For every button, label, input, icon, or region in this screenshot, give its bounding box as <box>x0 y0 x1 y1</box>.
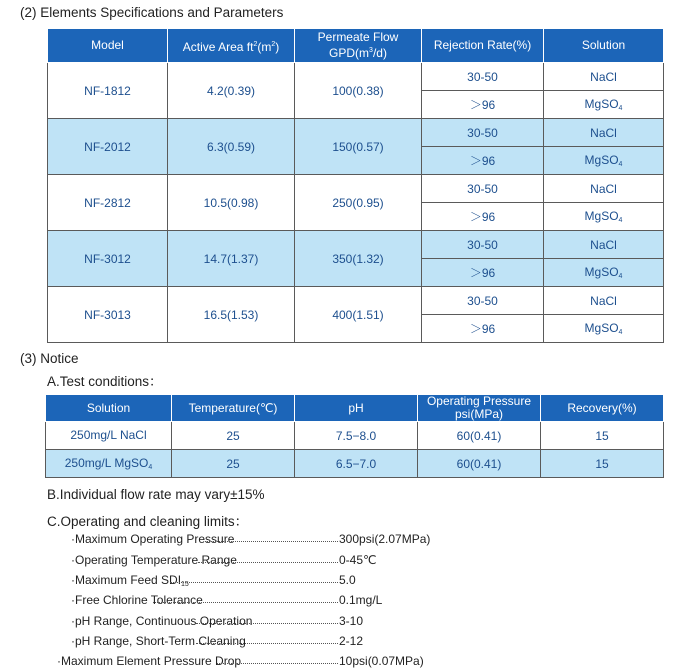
spec-row <box>48 175 664 203</box>
active-area-cell: 6.3(0.59) <box>168 119 295 175</box>
limit-label: ·pH Range, Short-Term Cleaning <box>71 634 246 648</box>
permeate-flow-cell: 100(0.38) <box>295 63 422 119</box>
spec-row <box>48 287 664 315</box>
limit-value: 2-12 <box>339 634 364 648</box>
spec-row <box>48 63 664 91</box>
test-temperature-cell: 25 <box>172 450 295 478</box>
rejection-rate-cell: ＞96 <box>422 315 544 343</box>
rejection-rate-cell: ＞96 <box>422 203 544 231</box>
test-ph-cell: 7.5−8.0 <box>295 422 418 450</box>
test-header-solution: Solution <box>46 395 172 422</box>
header-permeate-flow: Permeate Flow $GPD(m^3/d)$ <box>295 29 422 63</box>
test-solution-cell: 250mg/L MgSO$_4$ <box>46 450 172 478</box>
limit-label: ·Operating Temperature Range <box>71 553 237 567</box>
solution-cell: NaCl <box>544 63 664 91</box>
test-solution-cell: 250mg/L NaCl <box>46 422 172 450</box>
limit-row <box>57 654 479 670</box>
permeate-flow-cell: 350(1.32) <box>295 231 422 287</box>
rejection-rate-cell: ＞96 <box>422 147 544 175</box>
model-cell: NF-3013 <box>48 287 168 343</box>
limit-label: ·Maximum Element Pressure Drop <box>57 654 242 668</box>
limit-leader-dots <box>217 663 338 664</box>
test-pressure-cell: 60(0.41) <box>418 450 541 478</box>
header-solution: Solution <box>544 29 664 63</box>
permeate-flow-cell: 250(0.95) <box>295 175 422 231</box>
test-header-ph: pH <box>295 395 418 422</box>
active-area-cell: 4.2(0.39) <box>168 63 295 119</box>
spec-header-row <box>48 29 664 63</box>
limit-label: ·Maximum Operating Pressure <box>71 532 235 546</box>
limit-leader-dots <box>153 602 338 603</box>
solution-cell: MgSO$_4$ <box>544 91 664 119</box>
limit-row <box>71 593 479 609</box>
permeate-flow-cell: 400(1.51) <box>295 287 422 343</box>
test-recovery-cell: 15 <box>541 450 664 478</box>
limit-value: 300psi(2.07MPa) <box>339 532 431 546</box>
limit-value: 0-45℃ <box>339 553 377 567</box>
test-conditions-title: A.Test conditions： <box>47 374 163 389</box>
permeate-flow-cell: 150(0.57) <box>295 119 422 175</box>
test-row <box>46 422 664 450</box>
test-header-pressure: Operating Pressure psi(MPa) <box>418 395 541 422</box>
header-active-area: Active Area $ft^2(m^2)$ <box>168 29 295 63</box>
limit-value: 3-10 <box>339 614 364 628</box>
active-area-cell: 10.5(0.98) <box>168 175 295 231</box>
limit-leader-dots <box>196 623 338 624</box>
limit-row <box>71 614 479 630</box>
specifications-table <box>47 28 664 343</box>
solution-cell: NaCl <box>544 287 664 315</box>
active-area-cell: 14.7(1.37) <box>168 231 295 287</box>
test-recovery-cell: 15 <box>541 422 664 450</box>
test-header-row <box>46 395 664 422</box>
test-conditions-table <box>45 394 664 478</box>
limit-leader-dots <box>170 582 338 583</box>
model-cell: NF-3012 <box>48 231 168 287</box>
limit-label: ·pH Range, Continuous Operation <box>71 614 253 628</box>
limit-row <box>71 532 479 548</box>
test-pressure-cell: 60(0.41) <box>418 422 541 450</box>
limit-leader-dots <box>196 643 338 644</box>
section2-title: (2) Elements Specifications and Parameters <box>20 5 284 20</box>
spec-row <box>48 119 664 147</box>
limit-value: 10psi(0.07MPa) <box>339 654 424 668</box>
header-model: Model <box>48 29 168 63</box>
limit-row <box>71 553 479 569</box>
rejection-rate-cell: 30-50 <box>422 175 544 203</box>
rejection-rate-cell: 30-50 <box>422 287 544 315</box>
rejection-rate-cell: 30-50 <box>422 231 544 259</box>
solution-cell: MgSO$_4$ <box>544 203 664 231</box>
rejection-rate-cell: ＞96 <box>422 259 544 287</box>
rejection-rate-cell: 30-50 <box>422 63 544 91</box>
test-header-temperature: Temperature(℃) <box>172 395 295 422</box>
model-cell: NF-2812 <box>48 175 168 231</box>
limits-title: C.Operating and cleaning limits： <box>47 514 249 529</box>
active-area-cell: 16.5(1.53) <box>168 287 295 343</box>
limit-row <box>71 634 479 650</box>
limit-leader-dots <box>198 562 338 563</box>
solution-cell: MgSO$_4$ <box>544 259 664 287</box>
limit-label: ·Maximum Feed $SDI_{15}$ <box>71 573 189 588</box>
solution-cell: MgSO$_4$ <box>544 315 664 343</box>
solution-cell: MgSO$_4$ <box>544 147 664 175</box>
solution-cell: NaCl <box>544 231 664 259</box>
test-header-recovery: Recovery(%) <box>541 395 664 422</box>
test-ph-cell: 6.5−7.0 <box>295 450 418 478</box>
flow-rate-note: B.Individual flow rate may vary±15% <box>47 487 265 502</box>
limit-label: ·Free Chlorine Tolerance <box>71 593 203 607</box>
section3-title: (3) Notice <box>20 351 79 366</box>
limit-value: 5.0 <box>339 573 356 587</box>
rejection-rate-cell: ＞96 <box>422 91 544 119</box>
limit-leader-dots <box>205 541 338 542</box>
limit-value: 0.1mg/L <box>339 593 383 607</box>
solution-cell: NaCl <box>544 175 664 203</box>
spec-row <box>48 231 664 259</box>
model-cell: NF-1812 <box>48 63 168 119</box>
rejection-rate-cell: 30-50 <box>422 119 544 147</box>
limit-row <box>71 573 479 589</box>
model-cell: NF-2012 <box>48 119 168 175</box>
test-temperature-cell: 25 <box>172 422 295 450</box>
header-rejection-rate: Rejection Rate(%) <box>422 29 544 63</box>
solution-cell: NaCl <box>544 119 664 147</box>
test-row <box>46 450 664 478</box>
